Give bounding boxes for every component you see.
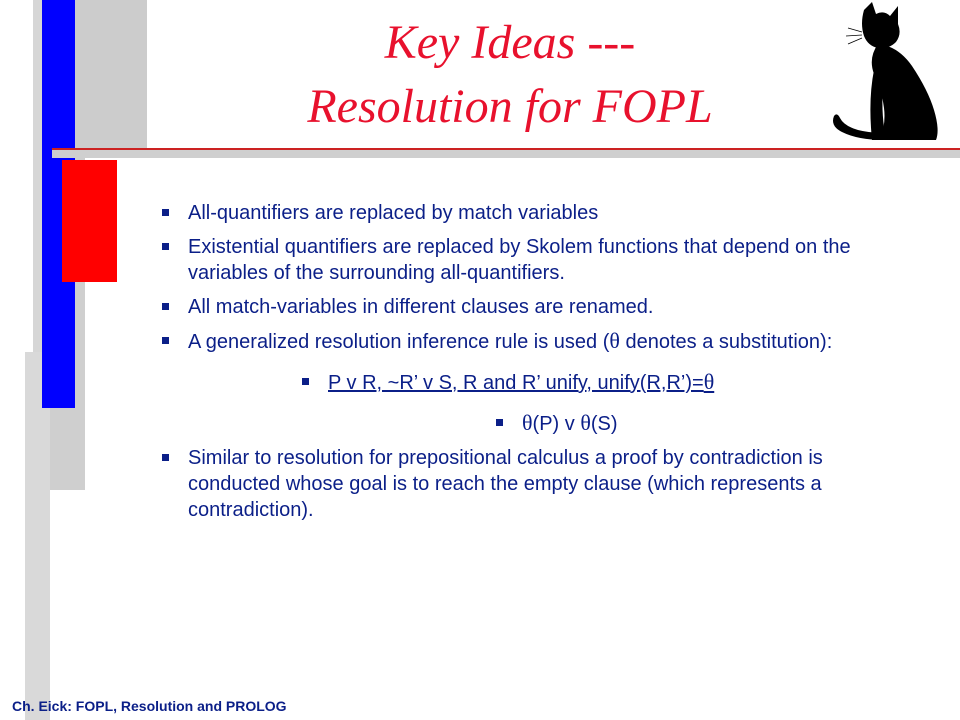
cat-silhouette-icon [828, 0, 960, 142]
decor-red-block [62, 160, 117, 282]
title-rule-accent [52, 148, 960, 150]
square-bullet-icon [162, 337, 169, 344]
decor-gray-bar-top [75, 0, 147, 148]
square-bullet-icon [162, 209, 169, 216]
bullet-list [160, 200, 920, 531]
theta-symbol: θ [522, 410, 533, 435]
square-bullet-icon [162, 454, 169, 461]
bullet-item [160, 294, 920, 320]
bullet-text: (P) v [532, 413, 581, 435]
sub-bullet-item [300, 369, 920, 396]
bullet-text: denotes a substitution): [619, 331, 833, 353]
bullet-item [160, 445, 920, 523]
bullet-text: A generalized resolution inference rule is used ( [188, 331, 610, 353]
square-bullet-icon [162, 303, 169, 310]
bullet-text: (S) [590, 413, 618, 435]
square-bullet-icon [496, 419, 503, 426]
slide-title-line1: Key Ideas --- [384, 16, 636, 69]
slide-footer: Ch. Eick: FOPL, Resolution and PROLOG [12, 698, 287, 714]
theta-symbol: θ [580, 410, 591, 435]
bullet-text: All-quantifiers are replaced by match variables [188, 202, 599, 224]
theta-symbol: θ [609, 328, 620, 353]
bullet-item [160, 234, 920, 286]
bullet-item [160, 328, 920, 355]
sub-bullet-item [494, 410, 920, 437]
square-bullet-icon [162, 243, 169, 250]
slide-title-line2: Resolution for FOPL [307, 80, 713, 133]
theta-symbol: θ [703, 369, 715, 394]
bullet-text: P v R, ~R’ v S, R and R’ unify, unify(R,R’)= [328, 372, 704, 394]
square-bullet-icon [302, 378, 309, 385]
bullet-text: Similar to resolution for prepositional calculus a proof by contradiction is conducted whose goal is to reach the empty clause (which represents a contradiction). [188, 447, 823, 521]
bullet-text: All match-variables in different clauses are renamed. [188, 296, 654, 318]
bullet-text: Existential quantifiers are replaced by Skolem functions that depend on the variables of the surrounding all-quantifiers. [188, 236, 851, 284]
bullet-item [160, 200, 920, 226]
